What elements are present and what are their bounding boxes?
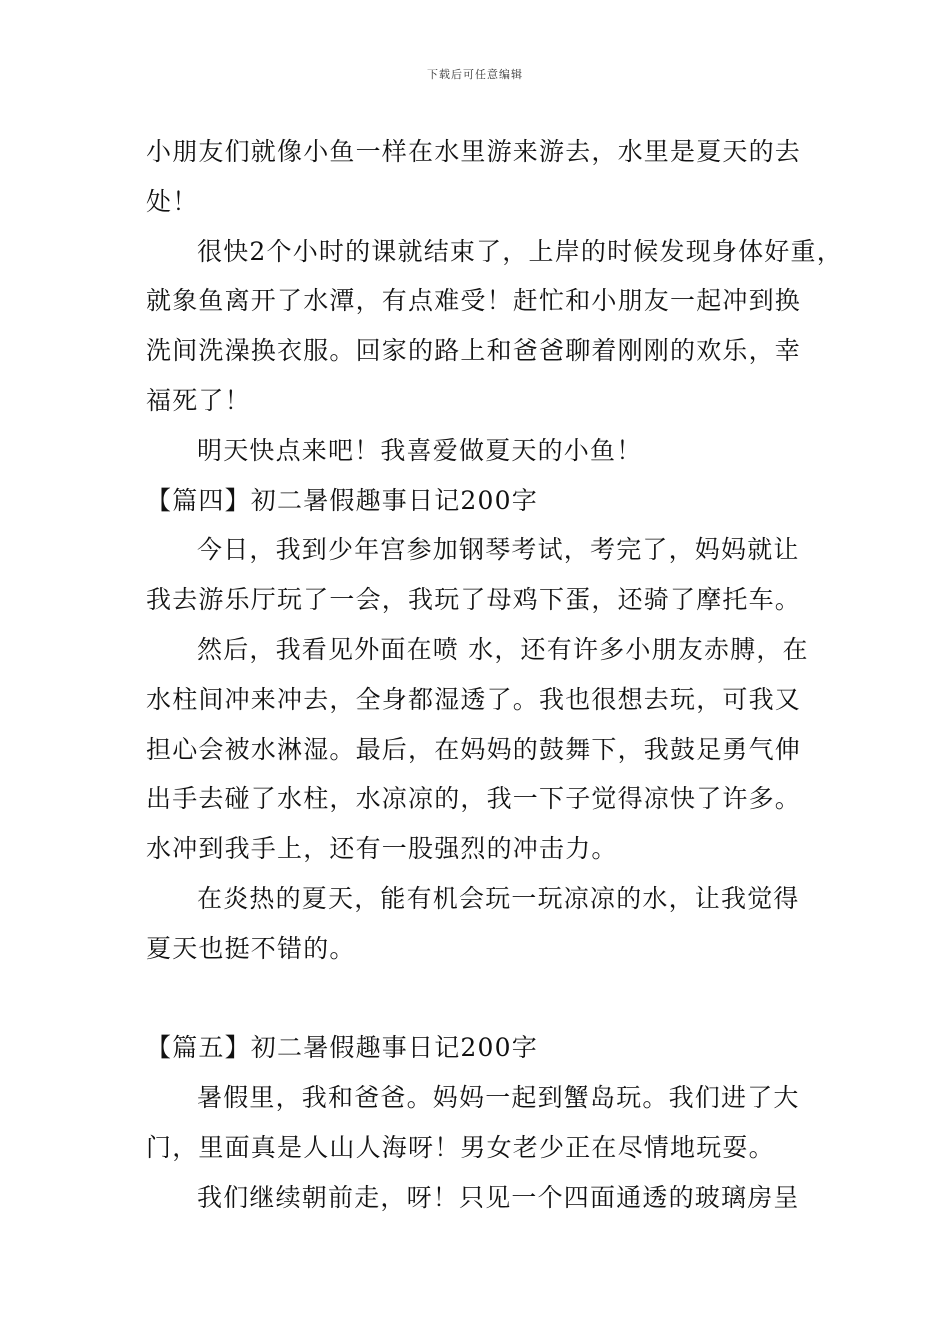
text-line: 洗间洗澡换衣服。回家的路上和爸爸聊着刚刚的欢乐，幸	[146, 336, 802, 366]
paragraph-start: 暑假里，我和爸爸。妈妈一起到蟹岛玩。我们进了大	[197, 1083, 800, 1113]
text-line: 水柱间冲来冲去，全身都湿透了。我也很想去玩，可我又	[146, 684, 802, 714]
text-line: 水冲到我手上，还有一股强烈的冲击力。	[146, 834, 618, 864]
document-body	[146, 127, 843, 1223]
section-heading: 【篇五】初二暑假趣事日记200字	[146, 1033, 538, 1063]
paragraph-start: 今日，我到少年宫参加钢琴考试，考完了，妈妈就让	[197, 535, 800, 565]
text-line: 处！	[146, 186, 199, 216]
text-line: 担心会被水淋湿。最后，在妈妈的鼓舞下，我鼓足勇气伸	[146, 734, 802, 764]
section-heading: 【篇四】初二暑假趣事日记200字	[146, 485, 538, 515]
paragraph-start: 明天快点来吧！我喜爱做夏天的小鱼！	[197, 435, 643, 465]
text-line: 福死了！	[146, 385, 251, 415]
text-line: 出手去碰了水柱，水凉凉的，我一下子觉得凉快了许多。	[146, 784, 802, 814]
blank-line	[146, 974, 826, 1024]
paragraph-start: 很快2个小时的课就结束了，上岸的时候发现身体好重，	[197, 236, 843, 266]
paragraph-start: 然后，我看见外面在喷 水，还有许多小朋友赤膊，在	[197, 634, 809, 664]
text-line: 门，里面真是人山人海呀！男女老少正在尽情地玩耍。	[146, 1132, 775, 1162]
text-line: 小朋友们就像小鱼一样在水里游来游去，水里是夏天的去	[146, 137, 802, 166]
text-line: 夏天也挺不错的。	[146, 933, 356, 963]
text-line: 就象鱼离开了水潭，有点难受！赶忙和小朋友一起冲到换	[146, 286, 802, 316]
page-header: 下载后可任意编辑	[427, 68, 523, 81]
text-line: 我去游乐厅玩了一会，我玩了母鸡下蛋，还骑了摩托车。	[146, 585, 802, 615]
paragraph-start: 我们继续朝前走，呀！只见一个四面通透的玻璃房呈	[197, 1182, 800, 1212]
paragraph-start: 在炎热的夏天，能有机会玩一玩凉凉的水，让我觉得	[197, 883, 800, 913]
